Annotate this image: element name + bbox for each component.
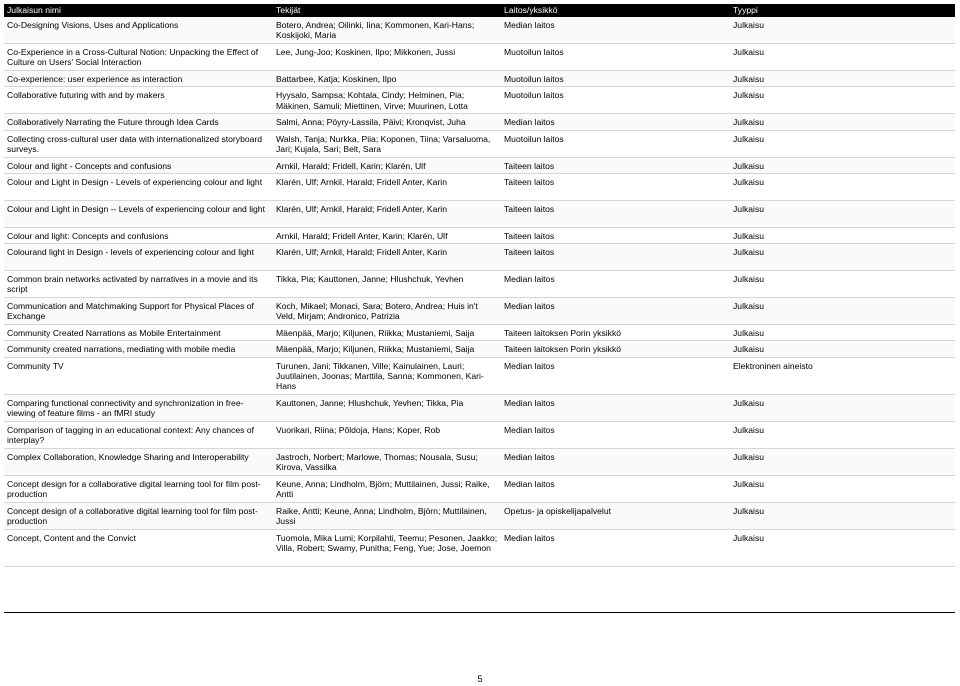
cell-authors: Kauttonen, Janne; Hlushchuk, Yevhen; Tikka, Pia [273,394,501,421]
cell-authors: Keune, Anna; Lindholm, Björn; Muttilainen, Jussi; Raike, Antti [273,475,501,502]
cell-title: Complex Collaboration, Knowledge Sharing and Interoperability [4,448,273,475]
cell-unit: Median laitos [501,475,730,502]
header-unit: Laitos/yksikkö [501,4,730,17]
cell-unit: Taiteen laitos [501,227,730,243]
cell-authors: Klarén, Ulf; Arnkil, Harald; Fridell Anter, Karin [273,200,501,227]
cell-authors: Jastroch, Norbert; Marlowe, Thomas; Nousala, Susu; Kirova, Vassilka [273,448,501,475]
cell-title: Concept design for a collaborative digital learning tool for film post-production [4,475,273,502]
cell-unit: Median laitos [501,357,730,394]
cell-authors: Battarbee, Katja; Koskinen, Ilpo [273,71,501,87]
cell-authors: Raike, Antti; Keune, Anna; Lindholm, Björn; Muttilainen, Jussi [273,502,501,529]
cell-title: Comparison of tagging in an educational context: Any chances of interplay? [4,421,273,448]
cell-title: Common brain networks activated by narratives in a movie and its script [4,271,273,298]
cell-authors: Lee, Jung-Joo; Koskinen, Ilpo; Mikkonen, Jussi [273,44,501,71]
cell-type: Julkaisu [730,114,955,130]
cell-authors: Koch, Mikael; Monaci, Sara; Botero, Andrea; Huis in't Veld, Mirjam; Andronico, Patrizia [273,298,501,325]
cell-type: Julkaisu [730,421,955,448]
cell-type: Julkaisu [730,200,955,227]
cell-title: Communication and Matchmaking Support for Physical Places of Exchange [4,298,273,325]
cell-authors: Klarén, Ulf; Arnkil, Harald; Fridell Anter, Karin [273,173,501,200]
cell-type: Julkaisu [730,244,955,271]
cell-type: Julkaisu [730,87,955,114]
table-row [4,71,955,87]
cell-title: Co-experience: user experience as interaction [4,71,273,87]
cell-title: Colour and Light in Design - Levels of experiencing colour and light [4,173,273,200]
cell-authors: Botero, Andrea; Oilinki, Iina; Kommonen, Kari-Hans; Koskijoki, Maria [273,17,501,44]
cell-authors: Hyysalo, Sampsa; Kohtala, Cindy; Helminen, Pia; Mäkinen, Samuli; Miettinen, Virve; Muurinen, Lotta [273,87,501,114]
publications-table [4,4,955,613]
cell-unit: Median laitos [501,271,730,298]
cell-title: Community created narrations, mediating with mobile media [4,341,273,357]
cell-unit: Taiteen laitos [501,157,730,173]
cell-type: Julkaisu [730,271,955,298]
cell-type: Julkaisu [730,130,955,157]
cell-authors: Turunen, Jani; Tikkanen, Ville; Kainulainen, Lauri; Juutilainen, Joonas; Marttila, Sanna; Kommonen, Kari-Hans [273,357,501,394]
cell-title: Collaborative futuring with and by makers [4,87,273,114]
table-row [4,298,955,325]
cell-type: Julkaisu [730,44,955,71]
table-row [4,173,955,200]
cell-type: Julkaisu [730,298,955,325]
cell-type: Julkaisu [730,157,955,173]
cell-unit: Median laitos [501,448,730,475]
cell-unit: Taiteen laitos [501,173,730,200]
cell-type: Julkaisu [730,529,955,566]
table-row [4,448,955,475]
table-body [4,17,955,612]
cell-unit: Taiteen laitoksen Porin yksikkö [501,325,730,341]
table-row [4,227,955,243]
cell-title: Collaboratively Narrating the Future through Idea Cards [4,114,273,130]
cell-authors: Arnkil, Harald; Fridell, Karin; Klarén, Ulf [273,157,501,173]
cell-title: Colour and light: Concepts and confusions [4,227,273,243]
table-row [4,341,955,357]
cell-title: Concept, Content and the Convict [4,529,273,566]
cell-authors: Walsh, Tanja; Nurkka, Piia; Koponen, Tiina; Varsaluoma, Jari; Kujala, Sari; Belt, Sara [273,130,501,157]
table-row [4,244,955,271]
table-row [4,114,955,130]
cell-title: Concept design of a collaborative digital learning tool for film post-production [4,502,273,529]
cell-type: Elektroninen aineisto [730,357,955,394]
cell-type: Julkaisu [730,71,955,87]
cell-type: Julkaisu [730,394,955,421]
cell-unit: Median laitos [501,529,730,566]
table-row [4,271,955,298]
table-row [4,529,955,566]
cell-type: Julkaisu [730,341,955,357]
table-row [4,87,955,114]
cell-unit: Muotoilun laitos [501,71,730,87]
cell-authors: Tikka, Pia; Kauttonen, Janne; Hlushchuk, Yevhen [273,271,501,298]
cell-unit: Taiteen laitoksen Porin yksikkö [501,341,730,357]
table-row [4,475,955,502]
header-authors: Tekijät [273,4,501,17]
cell-type: Julkaisu [730,17,955,44]
cell-type: Julkaisu [730,448,955,475]
cell-type: Julkaisu [730,502,955,529]
table-row [4,130,955,157]
cell-unit: Muotoilun laitos [501,130,730,157]
cell-title: Comparing functional connectivity and synchronization in free-viewing of feature films - an fMRI study [4,394,273,421]
cell-type: Julkaisu [730,173,955,200]
cell-unit: Median laitos [501,421,730,448]
table-row [4,394,955,421]
cell-authors: Mäenpää, Marjo; Kiljunen, Riikka; Mustaniemi, Saija [273,341,501,357]
cell-unit: Median laitos [501,298,730,325]
cell-unit: Opetus- ja opiskelijapalvelut [501,502,730,529]
cell-title: Co-Experience in a Cross-Cultural Notion: Unpacking the Effect of Culture on Users' Social Interaction [4,44,273,71]
table-row [4,44,955,71]
cell-type: Julkaisu [730,475,955,502]
header-type: Tyyppi [730,4,955,17]
cell-unit: Muotoilun laitos [501,44,730,71]
table-row [4,325,955,341]
cell-unit: Taiteen laitos [501,244,730,271]
table-header [4,4,955,17]
cell-authors: Klarén, Ulf; Arnkil, Harald; Fridell Anter, Karin [273,244,501,271]
table-filler-row [4,566,955,612]
cell-type: Julkaisu [730,227,955,243]
cell-unit: Median laitos [501,17,730,44]
cell-type: Julkaisu [730,325,955,341]
cell-authors: Tuomola, Mika Lumi; Korpilahti, Teemu; Pesonen, Jaakko; Villa, Robert; Swamy, Punitha; Feng, Yue; Jose, Joemon [273,529,501,566]
cell-unit: Median laitos [501,114,730,130]
cell-title: Community TV [4,357,273,394]
table-row [4,421,955,448]
table-row [4,200,955,227]
table-row [4,502,955,529]
page-number: 5 [477,674,483,684]
table-row [4,157,955,173]
cell-title: Community Created Narrations as Mobile Entertainment [4,325,273,341]
cell-authors: Arnkil, Harald; Fridell Anter, Karin; Klarén, Ulf [273,227,501,243]
cell-authors: Mäenpää, Marjo; Kiljunen, Riikka; Mustaniemi, Saija [273,325,501,341]
table-row [4,357,955,394]
cell-title: Collecting cross-cultural user data with internationalized storyboard surveys. [4,130,273,157]
cell-unit: Taiteen laitos [501,200,730,227]
cell-authors: Vuorikari, Riina; Põldoja, Hans; Koper, Rob [273,421,501,448]
cell-title: Colourand light in Design - levels of experiencing colour and light [4,244,273,271]
table-row [4,17,955,44]
cell-authors: Salmi, Anna; Pöyry-Lassila, Päivi; Kronqvist, Juha [273,114,501,130]
cell-unit: Muotoilun laitos [501,87,730,114]
cell-title: Co-Designing Visions, Uses and Applications [4,17,273,44]
cell-title: Colour and light - Concepts and confusions [4,157,273,173]
cell-unit: Median laitos [501,394,730,421]
header-title: Julkaisun nimi [4,4,273,17]
cell-title: Colour and Light in Design -- Levels of experiencing colour and light [4,200,273,227]
